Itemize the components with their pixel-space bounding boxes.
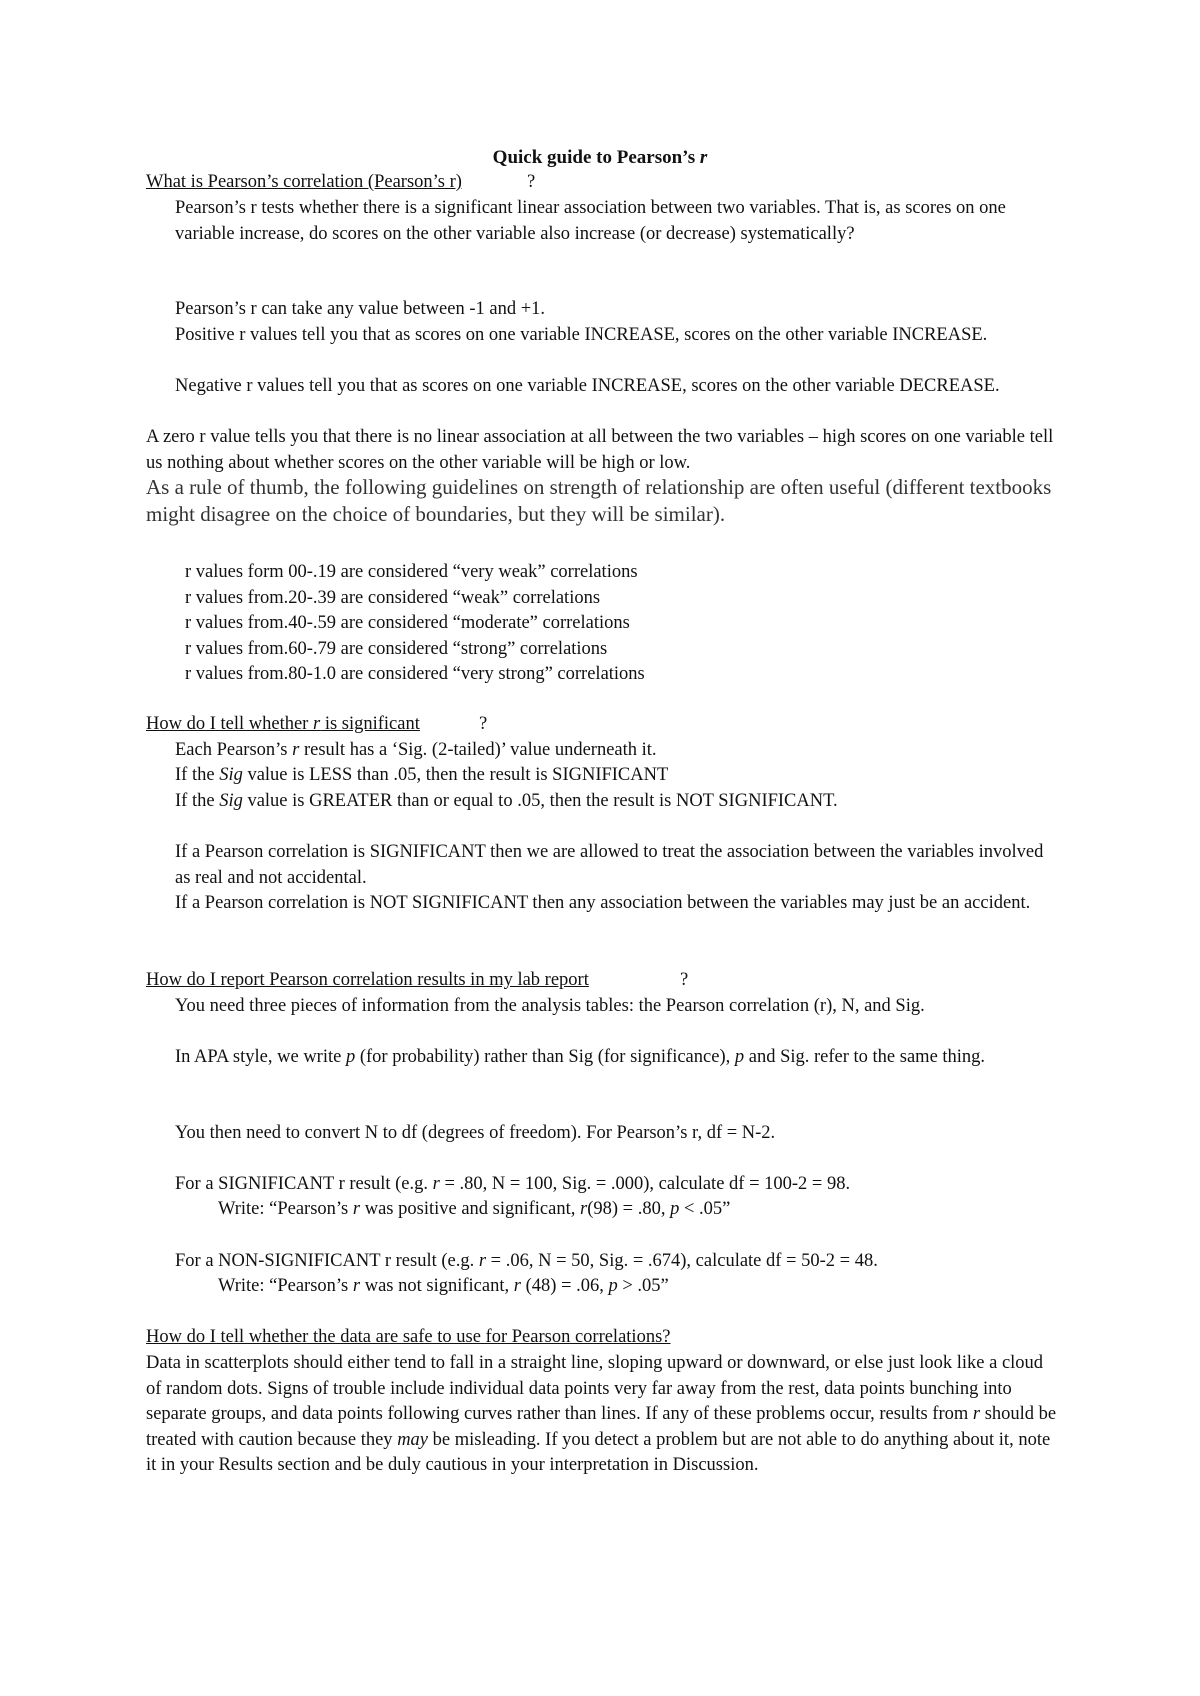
- paragraph-df: You then need to convert N to df (degrees of freedom). For Pearson’s r, df = N-2.: [175, 1123, 776, 1143]
- sig-line-each: Each Pearson’s r result has a ‘Sig. (2-tailed)’ value underneath it.: [175, 740, 657, 760]
- paragraph-range: Pearson’s r can take any value between -1 and +1.: [175, 299, 546, 319]
- strength-range-list: [185, 560, 645, 688]
- example-non-significant-write: Write: “Pearson’s r was not significant, r (48) = .06, p > .05”: [218, 1276, 669, 1296]
- section-heading-data-safety: How do I tell whether the data are safe to use for Pearson correlations?: [146, 1327, 671, 1347]
- paragraph-negative: Negative r values tell you that as scores on one variable INCREASE, scores on the other variable DECREASE.: [175, 376, 1000, 396]
- heading-question-mark: ?: [479, 714, 488, 734]
- range-item: r values from.20-.39 are considered “weak” correlations: [185, 587, 601, 608]
- section-heading-significance: How do I tell whether r is significant: [146, 714, 420, 734]
- paragraph-three-pieces: You need three pieces of information from the analysis tables: the Pearson correlation (r), N, and Sig.: [175, 996, 925, 1016]
- example-non-significant: For a NON-SIGNIFICANT r result (e.g. r = .06, N = 50, Sig. = .674), calculate df = 50-2 = 48.: [175, 1251, 878, 1271]
- paragraph-scatterplots: Data in scatterplots should either tend to fall in a straight line, sloping upward or downward, or else just look like a cloud of random dots. Signs of trouble include individual data points very far away from the rest, data points bunching into separate groups, and data points following curves rather than lines. If any of these problems occur, results from r should be treated with caution because they may be misleading. If you detect a problem but are not able to do anything about it, note it in your Results section and be duly cautious in your interpretation in Discussion.: [146, 1353, 1057, 1475]
- paragraph-apa-style: In APA style, we write p (for probability) rather than Sig (for significance), p and Sig. refer to the same thing.: [175, 1047, 986, 1067]
- range-item: r values form 00-.19 are considered “very weak” correlations: [185, 562, 638, 582]
- section-heading-what-is: What is Pearson’s correlation (Pearson’s r): [146, 172, 462, 192]
- range-item: r values from.80-1.0 are considered “very strong” correlations: [185, 664, 645, 684]
- example-significant: For a SIGNIFICANT r result (e.g. r = .80, N = 100, Sig. = .000), calculate df = 100-2 = 98.: [175, 1174, 851, 1194]
- sig-line-less: If the Sig value is LESS than .05, then the result is SIGNIFICANT: [175, 765, 669, 785]
- section-heading-reporting: How do I report Pearson correlation results in my lab report: [146, 970, 589, 990]
- heading-question-mark: ?: [527, 172, 536, 192]
- page-title: Quick guide to Pearson’s r: [492, 147, 708, 168]
- heading-question-mark: ?: [680, 970, 689, 990]
- paragraph-definition: Pearson’s r tests whether there is a significant linear association between two variables. That is, as scores on one variable increase, do scores on the other variable also increase (or decrease) systematically?: [175, 198, 1006, 244]
- example-significant-write: Write: “Pearson’s r was positive and significant, r(98) = .80, p < .05”: [218, 1199, 731, 1219]
- sig-line-greater: If the Sig value is GREATER than or equal to .05, then the result is NOT SIGNIFICANT.: [175, 791, 838, 811]
- paragraph-rule-of-thumb: As a rule of thumb, the following guidelines on strength of relationship are often useful (different textbooks might disagree on the choice of boundaries, but they will be similar).: [146, 475, 1052, 526]
- range-item: r values from.40-.59 are considered “moderate” correlations: [185, 613, 630, 633]
- paragraph-not-significant: If a Pearson correlation is NOT SIGNIFICANT then any association between the variables may just be an accident.: [175, 893, 1031, 913]
- paragraph-positive: Positive r values tell you that as scores on one variable INCREASE, scores on the other variable INCREASE.: [175, 325, 988, 345]
- paragraph-zero: A zero r value tells you that there is no linear association at all between the two variables – high scores on one variable tell us nothing about whether scores on the other variable will be high or low.: [146, 427, 1054, 473]
- paragraph-significant: If a Pearson correlation is SIGNIFICANT then we are allowed to treat the association between the variables involved as real and not accidental.: [175, 842, 1044, 888]
- range-item: r values from.60-.79 are considered “strong” correlations: [185, 638, 608, 659]
